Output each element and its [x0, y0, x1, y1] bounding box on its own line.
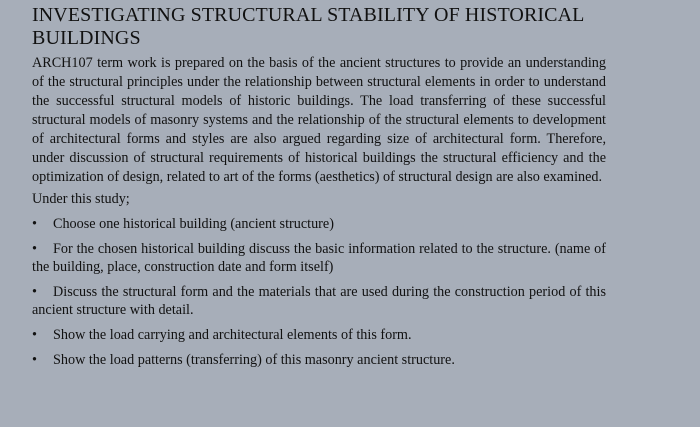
bullet-icon: • [32, 216, 37, 232]
bullet-icon: • [32, 327, 37, 343]
list-item-text: For the chosen historical building discuss the basic information related to the structure. (name of the building, place, construction date and form itself) [32, 241, 606, 275]
bullet-icon: • [32, 284, 37, 300]
document-title: INVESTIGATING STRUCTURAL STABILITY OF HISTORICAL BUILDINGS [32, 4, 584, 49]
list-item [32, 283, 606, 319]
bullet-icon: • [32, 241, 37, 257]
list-item-text: Choose one historical building (ancient structure) [53, 216, 334, 232]
intro-paragraph: ARCH107 term work is prepared on the basis of the ancient structures to provide an understanding of the structural principles under the relationship between structural elements in order to understand the successful structural models of historic buildings. The load transferring of these successful structural models of masonry systems and the relationship of the structural elements to development of architectural forms and styles are also argued regarding size of architectural form. Therefore, under discussion of structural requirements of historical buildings the structural efficiency and the optimization of design, related to art of the forms (aesthetics) of structural design are also examined. [32, 55, 606, 185]
list-item [32, 240, 606, 276]
under-heading: Under this study; [32, 191, 130, 207]
list-item [32, 351, 606, 369]
list-item [32, 215, 606, 233]
list-item-text: Show the load carrying and architectural elements of this form. [53, 327, 412, 343]
list-item [32, 326, 606, 344]
bullet-icon: • [32, 352, 37, 368]
list-item-text: Show the load patterns (transferring) of this masonry ancient structure. [53, 352, 455, 368]
list-item-text: Discuss the structural form and the materials that are used during the construction period of this ancient structure with detail. [32, 284, 606, 318]
task-list [32, 215, 606, 369]
